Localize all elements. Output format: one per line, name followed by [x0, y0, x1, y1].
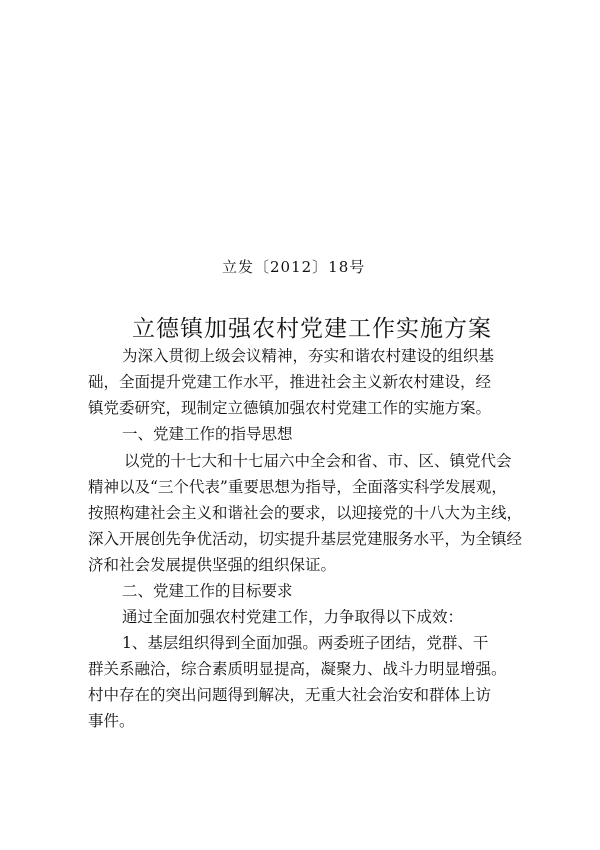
paragraph-line: 础，全面提升党建工作水平，推进社会主义新农村建设，经: [88, 373, 492, 391]
section-heading: 二、党建工作的目标要求: [122, 582, 293, 600]
paragraph-line: 镇党委研究，现制定立德镇加强农村党建工作的实施方案。: [88, 399, 492, 417]
paragraph-line: 通过全面加强农村党建工作，力争取得以下成效：: [122, 608, 464, 626]
paragraph-line: 深入开展创先争优活动，切实提升基层党建服务水平，为全镇经: [88, 530, 523, 548]
paragraph-line: 村中存在的突出问题得到解决，无重大社会治安和群体上访: [88, 686, 492, 704]
paragraph-line: 1、基层组织得到全面加强。两委班子团结，党群、干: [122, 634, 489, 652]
paragraph-line: 按照构建社会主义和谐社会的要求，以迎接党的十八大为主线，: [88, 504, 523, 522]
paragraph-line: 群关系融洽，综合素质明显提高，凝聚力、战斗力明显增强。: [88, 660, 507, 678]
section-heading: 一、党建工作的指导思想: [122, 425, 293, 443]
document-number: 立发〔2012〕18号: [222, 258, 366, 276]
paragraph-line: 事件。: [88, 712, 135, 730]
paragraph-line: 以党的十七大和十七届六中全会和省、市、区、镇党代会: [124, 452, 512, 470]
document-title: 立德镇加强农村党建工作实施方案: [132, 316, 492, 342]
paragraph-line: 为深入贯彻上级会议精神，夯实和谐农村建设的组织基: [122, 347, 495, 365]
paragraph-line: 精神以及“三个代表”重要思想为指导，全面落实科学发展观，: [88, 478, 507, 496]
paragraph-line: 济和社会发展提供坚强的组织保证。: [88, 556, 337, 574]
